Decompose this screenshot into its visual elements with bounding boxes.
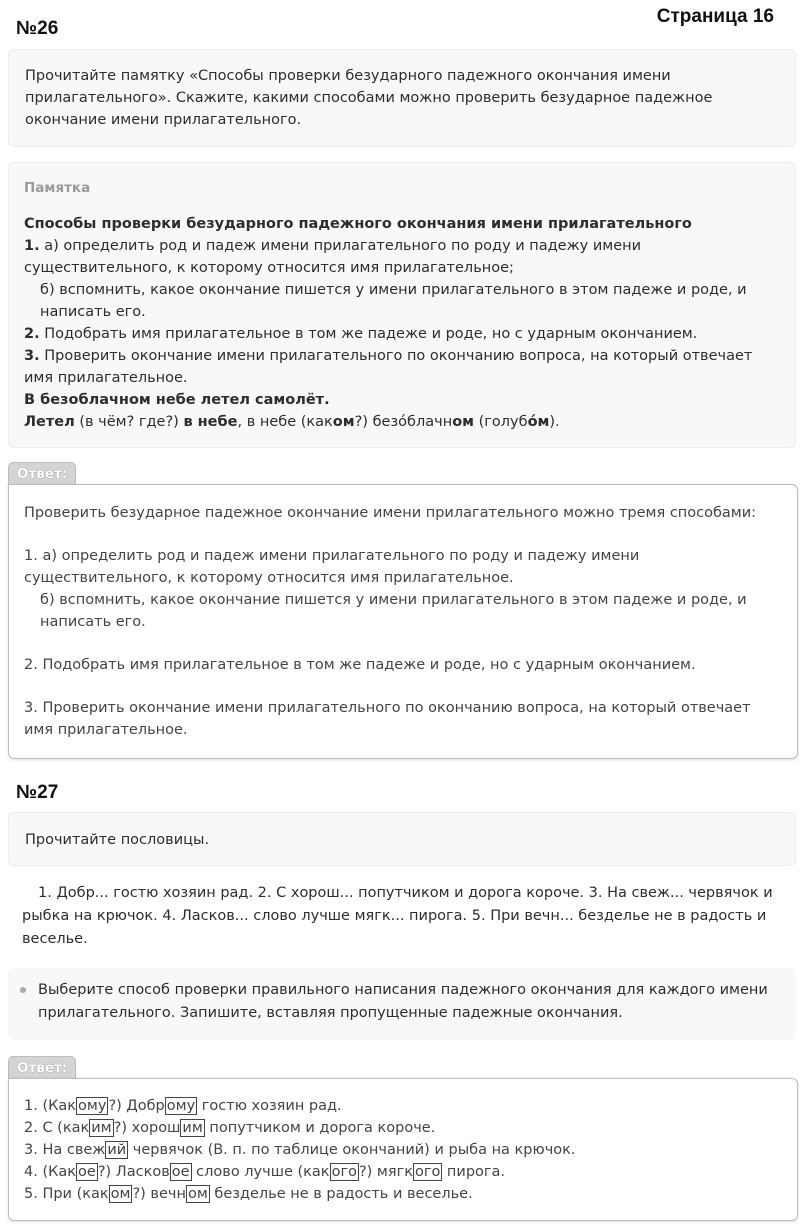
ending-frame: ого (331, 1164, 357, 1180)
memo-item-3: 3. Проверить окончание имени прилагательного по окончанию вопроса, на который отвечает имя прилагательное. (24, 348, 753, 386)
task26-instruction: Прочитайте памятку «Способы проверки безударного падежного окончания имени прилагательного». Скажите, какими способами можно проверить безударное падежное окончание имени прилагательного. (25, 68, 713, 128)
answer-box-26 (8, 484, 798, 759)
memo-item-1a: 1. а) определить род и падеж имени прилагательного по роду и падежу имени существительного, к которому относится имя прилагательное; (24, 238, 642, 276)
ending-frame: ий (107, 1142, 127, 1158)
answer-label-27: Ответ: (8, 1056, 76, 1079)
task26-instruction-box (8, 49, 796, 147)
memo-item-2: 2. Подобрать имя прилагательное в том же падеже и роде, но с ударным окончанием. (24, 326, 698, 342)
ending-frame: ое (78, 1164, 96, 1180)
task27-task-box (8, 968, 796, 1040)
bullet-icon (20, 987, 26, 993)
task-number-27: №27 (16, 782, 59, 803)
task27-task: Выберите способ проверки правильного написания падежного окончания для каждого имени прилагательного. Запишите, вставляя пропущенные падежные окончания. (38, 982, 768, 1021)
ending-frame: ому (166, 1098, 196, 1114)
task27-instruction: Прочитайте пословицы. (25, 832, 210, 848)
answer27-line-3: 3. На свеж ий червячок (В. п. по таблице окончаний) и рыба на крючок. (24, 1142, 576, 1158)
memo-example-sentence: В безоблачном небе летел самолёт. (24, 392, 330, 408)
ending-frame: ом (187, 1186, 208, 1202)
answer27-line-1: 1. (Как ому ?) Добр ому гостю хозяин рад. (24, 1098, 342, 1114)
task27-instruction-box (8, 812, 796, 866)
ending-frame: ому (78, 1098, 107, 1114)
answer26-intro: Проверить безударное падежное окончание имени прилагательного можно тремя способами: (24, 505, 757, 521)
memo-item-1b: б) вспомнить, какое окончание пишется у имени прилагательного в этом падеже и роде, и написать его. (40, 282, 747, 320)
page-number: Страница 16 (656, 6, 774, 27)
memo-box (8, 162, 796, 448)
answer26-p2: 2. Подобрать имя прилагательное в том же падеже и роде, но с ударным окончанием. (24, 657, 696, 673)
answer-box-27 (8, 1078, 798, 1221)
answer27-line-2: 2. С (как им ?) хорош им попутчиком и дорога короче. (24, 1120, 436, 1136)
task27-proverbs: 1. Добр... гостю хозяин рад. 2. С хорош... попутчиком и дорога короче. 3. На свеж... червячок и рыбка на крючок. 4. Ласков... слово лучше мягк... пирога. 5. При вечн... безделье не в радость и веселье. (22, 885, 773, 947)
ending-frame: ое (171, 1164, 190, 1180)
task-number-26: №26 (16, 18, 59, 39)
answer26-p1a: 1. а) определить род и падеж имени прилагательного по роду и падежу имени существительного, к которому относится имя прилагательное. (24, 548, 640, 586)
ending-frame: ого (414, 1164, 441, 1180)
memo-label: Памятка (24, 180, 91, 196)
ending-frame: им (91, 1120, 112, 1136)
memo-example-analysis: Летел (в чём? где?) в небе, в небе (каком?) безо́блачном (голубо́м). (24, 414, 560, 430)
answer26-p3: 3. Проверить окончание имени прилагательного по окончанию вопроса, на который отвечает имя прилагательное. (24, 700, 751, 738)
answer26-p1b: б) вспомнить, какое окончание пишется у имени прилагательного в этом падеже и роде, и написать его. (40, 592, 747, 630)
answer27-line-4: 4. (Как ое ?) Ласков ое слово лучше (как ого ?) мягк ого пирога. (24, 1164, 506, 1180)
ending-frame: им (182, 1120, 203, 1136)
answer27-line-5: 5. При (как ом ?) вечн ом безделье не в радость и веселье. (24, 1186, 473, 1202)
memo-heading: Способы проверки безударного падежного окончания имени прилагательного (24, 216, 692, 232)
answer-label-26: Ответ: (8, 462, 76, 485)
ending-frame: ом (110, 1186, 131, 1202)
